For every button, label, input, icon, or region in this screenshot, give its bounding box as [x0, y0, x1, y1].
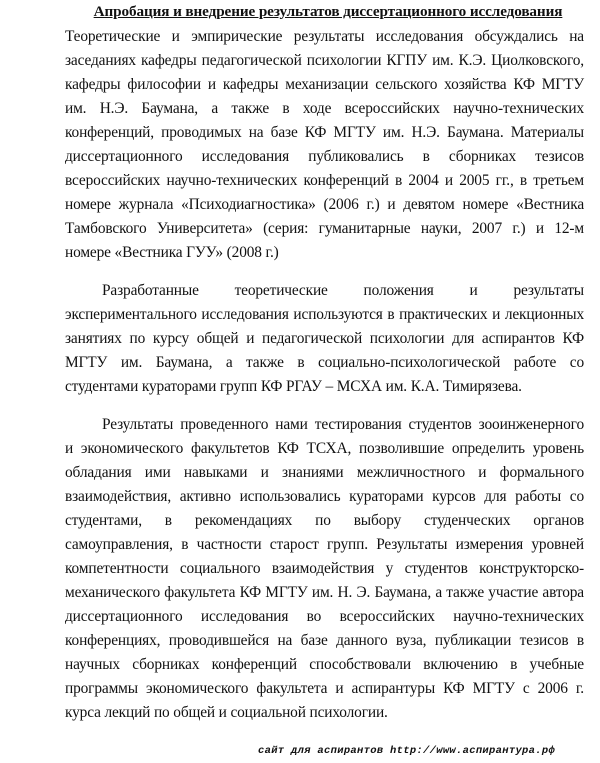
- text-line: обладания ими навыками и знаниями межличностного и формального: [65, 464, 584, 481]
- text-line: диссертационного исследования публиковались в сборниках тезисов: [65, 148, 584, 165]
- section-title: Апробация и внедрение результатов диссертационного исследования: [93, 3, 563, 20]
- text-line: заседаниях кафедры педагогической психологии КГПУ им. К.Э. Циолковского,: [65, 52, 584, 69]
- text-line: Тамбовского Университета» (серия: гуманитарные науки, 2007 г.) и 12-м: [65, 220, 584, 237]
- text-line: номере «Вестника ГУУ» (2008 г.): [65, 244, 279, 261]
- text-line: студентами, в рекомендациях по выбору студенческих органов: [65, 512, 584, 529]
- text-line: курса лекций по общей и социальной психологии.: [65, 704, 388, 721]
- text-line: программы экономического факультета и аспирантуры КФ МГТУ с 2006 г.: [65, 680, 584, 697]
- text-line: занятиях по курсу общей и педагогической психологии для аспирантов КФ: [65, 330, 584, 347]
- text-line: механического факультета КФ МГТУ им. Н. Э. Баумана, а также участие автора: [65, 584, 584, 601]
- text-line: всероссийских научно-технических конференций в 2004 и 2005 гг., в третьем: [65, 172, 584, 189]
- site-watermark: сайт для аспирантов http://www.аспирантура.рф: [258, 745, 556, 757]
- text-line: им. Н.Э. Баумана, а также в ходе всероссийских научно-технических: [65, 100, 584, 117]
- text-line: взаимодействия, активно использовались кураторами курсов для работы со: [65, 488, 584, 505]
- text-line: конференциях, проводившейся на базе данного вуза, публикации тезисов в: [65, 632, 584, 649]
- text-line: Результаты проведенного нами тестирования студентов зооинженерного: [102, 416, 584, 433]
- text-line: МГТУ им. Баумана, а также в социально-психологической работе со: [65, 354, 584, 371]
- text-line: кафедры философии и кафедры механизации сельского хозяйства КФ МГТУ: [65, 76, 584, 93]
- text-line: Теоретические и эмпирические результаты исследования обсуждались на: [65, 28, 584, 45]
- text-line: студентами кураторами групп КФ РГАУ – МСХА им. К.А. Тимирязева.: [65, 378, 522, 395]
- text-line: самоуправления, в частности старост групп. Результаты измерения уровней: [65, 536, 584, 553]
- text-line: диссертационного исследования во всероссийских научно-технических: [65, 608, 584, 625]
- text-line: конференций, проводимых на базе КФ МГТУ им. Н.Э. Баумана. Материалы: [65, 124, 584, 141]
- text-line: и экономического факультетов КФ ТСХА, позволившие определить уровень: [65, 440, 584, 457]
- text-line: экспериментального исследования используются в практических и лекционных: [65, 306, 584, 323]
- text-line: номере журнала «Психодиагностика» (2006 г.) и девятом номере «Вестника: [65, 196, 584, 213]
- text-line: компетентности социального взаимодействия у студентов конструкторско-: [65, 560, 584, 577]
- text-line: Разработанные теоретические положения и результаты: [102, 282, 584, 299]
- text-line: научных сборниках конференций способствовали включению в учебные: [65, 656, 584, 673]
